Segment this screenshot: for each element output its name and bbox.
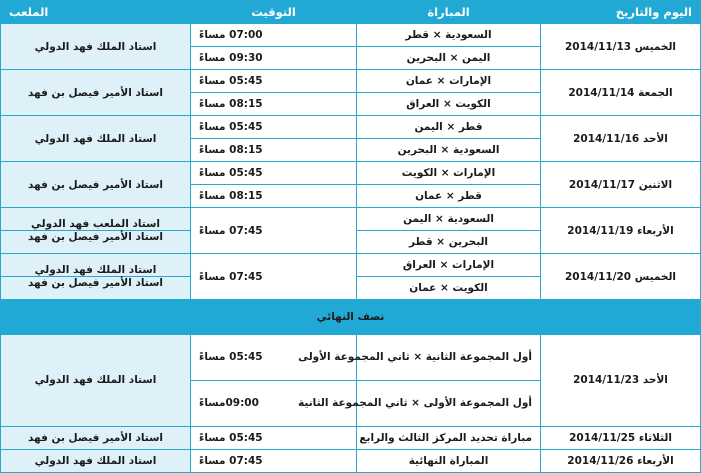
match-cell: أول المجموعة الثانية × ثاني المجموعة الأولى <box>357 334 541 380</box>
match-date: 2014/11/25 <box>569 431 636 444</box>
venue-cell: استاد الأمير فيصل بن فهد <box>1 426 191 449</box>
match-date: 2014/11/14 <box>568 86 635 99</box>
day-date-cell <box>541 334 701 426</box>
day-name: الأربعاء <box>637 454 674 467</box>
semifinal-title: نصف النهائي <box>1 300 701 335</box>
day-date-cell <box>541 254 701 300</box>
match-date: 2014/11/17 <box>568 178 636 191</box>
day-date-cell <box>541 208 701 254</box>
venue-cell: استاد الأمير فيصل بن فهد <box>1 70 191 116</box>
venue-cell: استاد الملك فهد الدولي <box>1 24 191 70</box>
venue-cell: استاد الملك فهد الدولي <box>1 334 191 426</box>
header-match: المباراة <box>357 1 541 24</box>
day-name: الجمعة <box>638 86 673 99</box>
match-cell: الإمارات × عمان <box>357 70 541 93</box>
day-name: الأربعاء <box>637 224 674 237</box>
day-date-cell <box>541 162 701 208</box>
venue-cell: استاد الملك فهد الدولي <box>1 116 191 162</box>
match-cell: قطر × اليمن <box>357 116 541 139</box>
match-cell: قطر × عمان <box>357 185 541 208</box>
match-cell: الكويت × العراق <box>357 93 541 116</box>
match-date: 2014/11/26 <box>567 454 634 467</box>
time-cell: 05:45 مساءً <box>191 162 357 185</box>
match-cell: أول المجموعة الأولى × ثاني المجموعة الثانية <box>357 380 541 426</box>
time-cell: 07:00 مساءً <box>191 24 357 47</box>
header-time: التوقيت <box>191 1 357 24</box>
table-row <box>1 162 701 185</box>
header-row <box>1 1 701 24</box>
match-cell: الإمارات × العراق <box>357 254 541 277</box>
time-cell: 09:00مساءً <box>191 380 357 426</box>
match-date: 2014/11/23 <box>573 374 640 387</box>
day-name: الأحد <box>642 374 668 387</box>
time-cell: 07:45 مساءً <box>191 449 357 472</box>
table-row <box>1 24 701 47</box>
table-row <box>1 116 701 139</box>
day-name: الاثنين <box>638 178 673 191</box>
day-name: الخميس <box>634 40 677 53</box>
match-cell: السعودية × اليمن <box>357 208 541 231</box>
header-venue: الملعب <box>1 1 191 24</box>
day-date-cell <box>541 116 701 162</box>
venue-cell: استاد الملك فهد الدولي <box>1 449 191 472</box>
time-cell: 08:15 مساءً <box>191 139 357 162</box>
venue-cell: استاد الأمير فيصل بن فهد <box>1 231 191 254</box>
header-day-date: اليوم والتاريخ <box>541 1 701 24</box>
time-cell: 07:45 مساءً <box>191 254 357 300</box>
venue-cell: استاد الملك فهد الدولي <box>1 254 191 277</box>
table-row <box>1 334 701 380</box>
time-cell: 05:45 مساءً <box>191 334 357 380</box>
match-cell: الإمارات × الكويت <box>357 162 541 185</box>
table-row <box>1 208 701 231</box>
time-cell: 05:45 مساءً <box>191 70 357 93</box>
match-date: 2014/11/20 <box>564 270 632 283</box>
day-date-cell <box>541 449 701 472</box>
time-cell: 05:45 مساءً <box>191 426 357 449</box>
time-cell: 07:45 مساءً <box>191 208 357 254</box>
match-cell: المباراة النهائية <box>357 449 541 472</box>
match-date: 2014/11/16 <box>573 132 640 145</box>
day-date-cell <box>541 24 701 70</box>
venue-cell: استاد الأمير فيصل بن فهد <box>1 277 191 300</box>
time-cell: 05:45 مساءً <box>191 116 357 139</box>
match-cell: الكويت × عمان <box>357 277 541 300</box>
table-row <box>1 449 701 472</box>
day-date-cell <box>541 70 701 116</box>
venue-cell: استاد الأمير فيصل بن فهد <box>1 162 191 208</box>
venue-cell: استاد الملعب فهد الدولي <box>1 208 191 231</box>
match-cell: البحرين × قطر <box>357 231 541 254</box>
table-row <box>1 254 701 277</box>
time-cell: 09:30 مساءً <box>191 47 357 70</box>
section-row <box>1 300 701 335</box>
day-name: الخميس <box>634 270 677 283</box>
table-row <box>1 70 701 93</box>
time-cell: 08:15 مساءً <box>191 185 357 208</box>
day-date-cell <box>541 426 701 449</box>
table-row <box>1 426 701 449</box>
match-cell: السعودية × قطر <box>357 24 541 47</box>
match-cell: مباراة تحديد المركز الثالث والرابع <box>357 426 541 449</box>
match-date: 2014/11/13 <box>564 40 632 53</box>
match-cell: اليمن × البحرين <box>357 47 541 70</box>
match-cell: السعودية × البحرين <box>357 139 541 162</box>
day-name: الأحد <box>642 132 668 145</box>
match-date: 2014/11/19 <box>567 224 634 237</box>
time-cell: 08:15 مساءً <box>191 93 357 116</box>
day-name: الثلاثاء <box>638 431 672 444</box>
